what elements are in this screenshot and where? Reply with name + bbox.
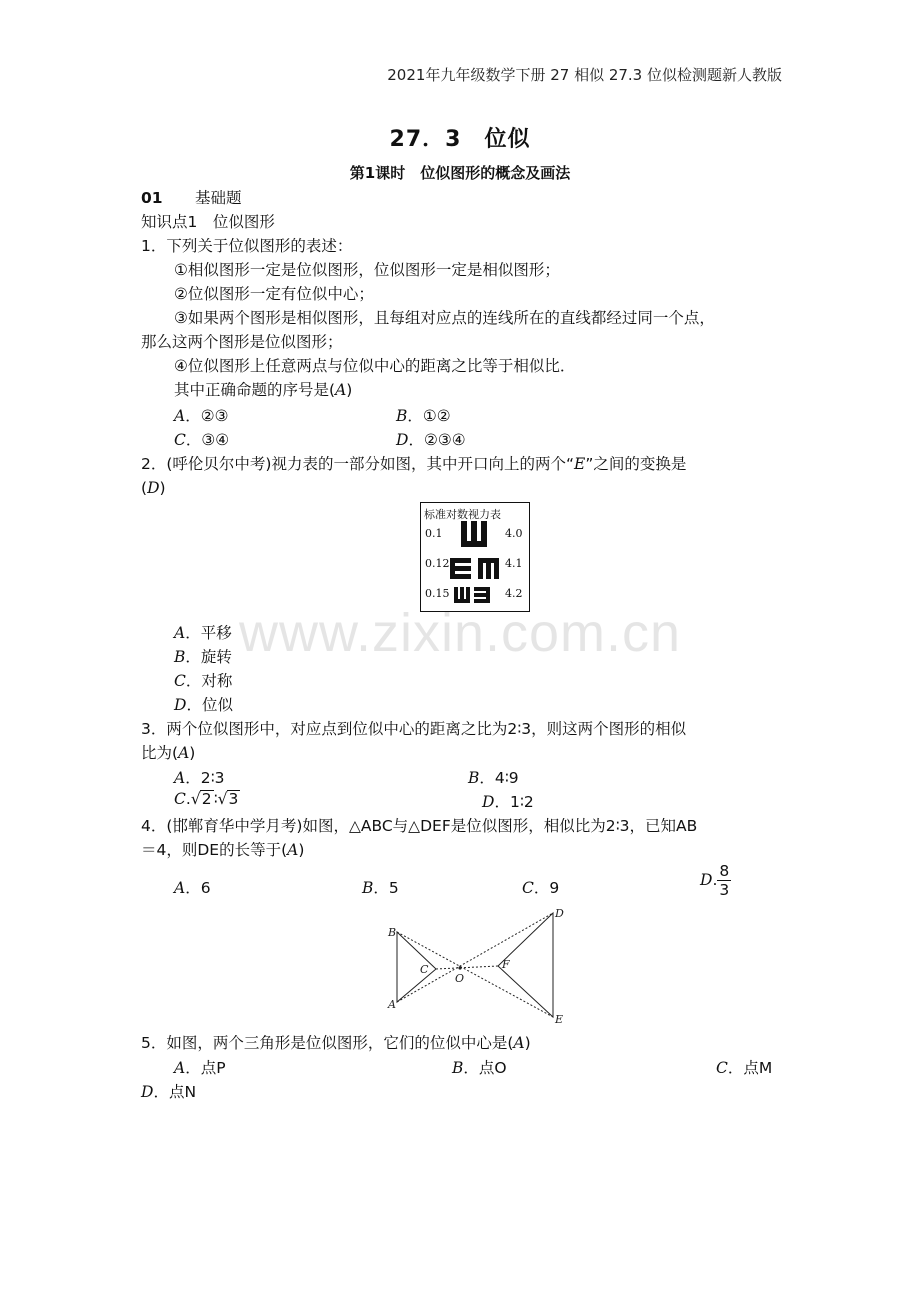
q4-line-1: 4．(邯郸育华中学月考)如图，△ABC与△DEF是位似图形，相似比为2∶3，已知AB: [141, 817, 698, 835]
knowledge-point: 知识点1 位似图形: [141, 213, 275, 231]
watermark: www.zixin.com.cn: [238, 603, 682, 663]
tumbling-e-mid-down: [478, 558, 499, 579]
q3-line-1: 3．两个位似图形中，对应点到位似中心的距离之比为2∶3，则这两个图形的相似: [141, 720, 687, 738]
q2-option-d: D．位似: [174, 696, 233, 714]
q4-option-a: A．6: [174, 879, 211, 897]
tumbling-e-small-left: [474, 587, 490, 603]
q2-line-1: 2．(呼伦贝尔中考)视力表的一部分如图，其中开口向上的两个“E”之间的变换是: [141, 455, 687, 473]
q1-option-c: C．③④: [174, 431, 230, 449]
q5-stem: 5．如图，两个三角形是位似图形，它们的位似中心是(A): [141, 1034, 531, 1052]
q1-statement-2: ②位似图形一定有位似中心；: [174, 285, 374, 303]
triangle-abc: [397, 932, 436, 1002]
tumbling-e-large-up: [461, 521, 487, 547]
q2-e-letter: E: [574, 455, 586, 473]
label-c: C: [420, 963, 429, 976]
q5-option-b: B．点O: [452, 1059, 507, 1077]
q2-answer: D: [147, 479, 160, 497]
eye-chart-left-3: 0.15: [425, 587, 450, 600]
label-d: D: [555, 907, 564, 920]
q3-option-b: B．4∶9: [468, 769, 519, 787]
q5-option-d: D．点N: [141, 1083, 197, 1101]
q3-line-2: 比为(A): [141, 744, 196, 762]
q4-figure: [380, 902, 570, 1028]
q5-option-a: A．点P: [174, 1059, 226, 1077]
q1-statement-4: ④位似图形上任意两点与位似中心的距离之比等于相似比．: [174, 357, 576, 375]
q4-option-c: C．9: [522, 879, 560, 897]
page-header: 2021年九年级数学下册 27 相似 27.3 位似检测题新人教版: [387, 66, 782, 84]
page-title: 27．3 位似: [389, 127, 531, 152]
page-subtitle: 第1课时 位似图形的概念及画法: [349, 164, 571, 182]
q1-option-b: B．①②: [396, 407, 451, 425]
q2-option-a: A．平移: [174, 624, 232, 642]
q4-option-b: B．5: [362, 879, 399, 897]
label-a: A: [388, 998, 396, 1011]
q1-statement-1: ①相似图形一定是位似图形，位似图形一定是相似图形；: [174, 261, 560, 279]
label-e: E: [555, 1013, 564, 1026]
label-f: F: [502, 958, 510, 971]
eye-chart-left-2: 0.12: [425, 557, 450, 570]
q4-fraction: $\frac{8}{3}$: [719, 862, 730, 899]
label-b: B: [388, 926, 397, 939]
tumbling-e-small-up: [454, 587, 470, 603]
q3-option-d: D．1∶2: [482, 793, 534, 811]
label-o: O: [455, 972, 465, 985]
eye-chart-left-1: 0.1: [425, 527, 443, 540]
q2-line-2: (D): [141, 479, 166, 497]
q1-statement-3a: ③如果两个图形是相似图形，且每组对应点的连线所在的直线都经过同一个点，: [174, 309, 715, 327]
q4-answer: A: [287, 841, 299, 859]
eye-chart-symbols: [440, 516, 510, 608]
q1-option-d: D．②③④: [396, 431, 466, 449]
q4-option-d: D. $\frac{8}{3}$: [700, 862, 730, 899]
q2-option-b: B．旋转: [174, 648, 232, 666]
q3-radicand-1: 2: [201, 790, 212, 808]
q1-stem: 1．下列关于位似图形的表述：: [141, 237, 353, 255]
q2-option-c: C．对称: [174, 672, 233, 690]
q4-line-2: ＝4，则DE的长等于(A): [141, 841, 305, 859]
q5-answer: A: [513, 1034, 525, 1052]
q3-radicand-2: 3: [228, 790, 239, 808]
q3-option-a: A．2∶3: [174, 769, 225, 787]
eye-chart-title: 标准对数视力表: [424, 508, 501, 521]
q1-answer: A: [335, 381, 347, 399]
section-name: 基础题: [195, 189, 242, 207]
eye-chart-right-1: 4.0: [505, 527, 523, 540]
q3-answer: A: [178, 744, 190, 762]
close-paren: ): [346, 381, 353, 399]
q1-statement-3b: 那么这两个图形是位似图形；: [141, 333, 343, 351]
tumbling-e-mid-right: [450, 558, 471, 579]
point-o: [458, 966, 461, 969]
section-number: 01: [141, 189, 163, 207]
q1-option-a: A．②③: [174, 407, 229, 425]
q1-ask-text: 其中正确命题的序号是(: [174, 381, 336, 399]
eye-chart-right-2: 4.1: [505, 557, 523, 570]
q5-option-c: C．点M: [716, 1059, 773, 1077]
q1-ask: [174, 378, 352, 402]
eye-chart-right-3: 4.2: [505, 587, 523, 600]
q3-option-c: C.√2 ∶√3: [174, 790, 239, 808]
